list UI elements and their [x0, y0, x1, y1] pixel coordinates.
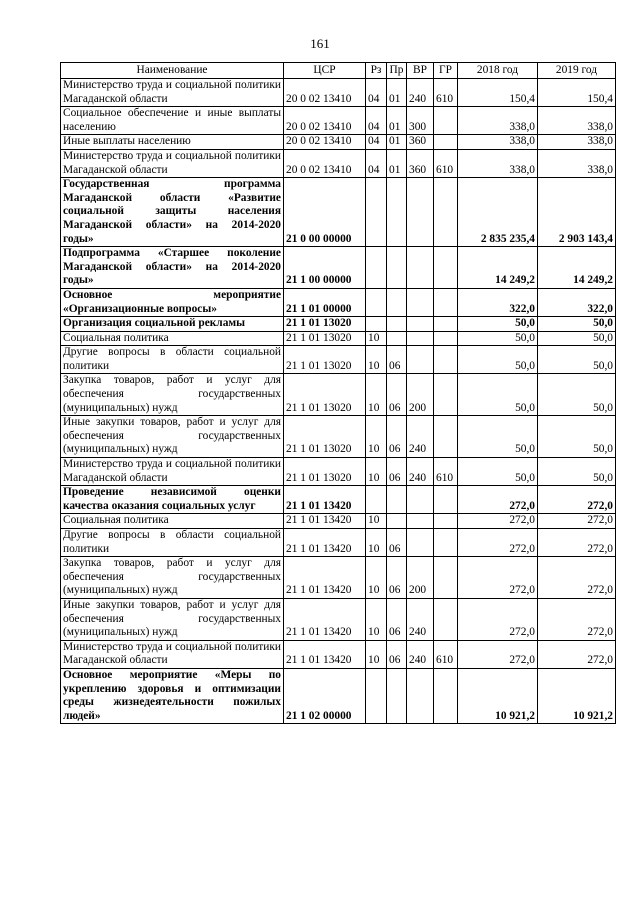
cell-rz	[366, 288, 387, 316]
cell-rz: 10	[366, 374, 387, 416]
cell-vr: 240	[407, 598, 434, 640]
cell-pr: 06	[387, 416, 407, 458]
cell-csr: 21 1 01 13420	[284, 557, 366, 599]
table-row	[61, 149, 616, 177]
cell-2019: 50,0	[538, 317, 616, 332]
column-header-rz: Рз	[366, 63, 387, 79]
cell-2018: 150,4	[458, 79, 538, 107]
cell-csr: 21 1 01 00000	[284, 288, 366, 316]
cell-rz: 10	[366, 640, 387, 668]
cell-gr	[434, 288, 458, 316]
cell-gr	[434, 247, 458, 289]
cell-pr	[387, 178, 407, 247]
column-header-2018: 2018 год	[458, 63, 538, 79]
cell-pr	[387, 668, 407, 723]
cell-gr	[434, 529, 458, 557]
cell-name: Закупка товаров, работ и услуг для обеспечения государственных (муниципальных) нужд	[61, 557, 284, 599]
cell-vr: 360	[407, 135, 434, 150]
cell-name: Иные закупки товаров, работ и услуг для обеспечения государственных (муниципальных) нужд	[61, 416, 284, 458]
cell-csr: 21 1 01 13420	[284, 640, 366, 668]
cell-gr: 610	[434, 79, 458, 107]
cell-2019: 272,0	[538, 640, 616, 668]
cell-csr: 21 1 01 13020	[284, 416, 366, 458]
cell-gr: 610	[434, 458, 458, 486]
cell-rz	[366, 668, 387, 723]
cell-pr: 06	[387, 458, 407, 486]
cell-gr	[434, 668, 458, 723]
cell-csr: 21 1 01 13420	[284, 486, 366, 514]
table-row	[61, 247, 616, 289]
column-header-csr: ЦСР	[284, 63, 366, 79]
cell-vr	[407, 346, 434, 374]
cell-rz: 10	[366, 331, 387, 346]
cell-rz: 04	[366, 107, 387, 135]
cell-2019: 150,4	[538, 79, 616, 107]
cell-rz: 10	[366, 416, 387, 458]
cell-name: Министерство труда и социальной политики Магаданской области	[61, 640, 284, 668]
table-row	[61, 317, 616, 332]
column-header-name: Наименование	[61, 63, 284, 79]
cell-name: Организация социальной рекламы	[61, 317, 284, 332]
page-number: 161	[310, 36, 330, 51]
cell-2019: 272,0	[538, 514, 616, 529]
cell-vr: 240	[407, 416, 434, 458]
table-row	[61, 640, 616, 668]
cell-name: Подпрограмма «Старшее поколение Магаданской области» на 2014-2020 годы»	[61, 247, 284, 289]
cell-2019: 272,0	[538, 486, 616, 514]
cell-vr	[407, 288, 434, 316]
cell-name: Другие вопросы в области социальной политики	[61, 346, 284, 374]
cell-gr	[434, 346, 458, 374]
cell-rz	[366, 317, 387, 332]
cell-name: Закупка товаров, работ и услуг для обеспечения государственных (муниципальных) нужд	[61, 374, 284, 416]
table-row	[61, 416, 616, 458]
cell-csr: 21 1 02 00000	[284, 668, 366, 723]
cell-name: Министерство труда и социальной политики Магаданской области	[61, 149, 284, 177]
table-row	[61, 288, 616, 316]
cell-pr	[387, 247, 407, 289]
cell-pr: 06	[387, 346, 407, 374]
cell-vr	[407, 514, 434, 529]
cell-2018: 272,0	[458, 557, 538, 599]
cell-name: Иные выплаты населению	[61, 135, 284, 150]
cell-gr	[434, 486, 458, 514]
cell-rz	[366, 247, 387, 289]
cell-2018: 322,0	[458, 288, 538, 316]
cell-name: Иные закупки товаров, работ и услуг для обеспечения государственных (муниципальных) нужд	[61, 598, 284, 640]
cell-gr	[434, 135, 458, 150]
cell-vr	[407, 317, 434, 332]
cell-2018: 50,0	[458, 317, 538, 332]
cell-pr	[387, 317, 407, 332]
cell-rz: 10	[366, 557, 387, 599]
cell-csr: 20 0 02 13410	[284, 79, 366, 107]
cell-csr: 20 0 02 13410	[284, 149, 366, 177]
cell-vr	[407, 247, 434, 289]
cell-vr: 200	[407, 557, 434, 599]
cell-name: Основное мероприятие «Организационные вопросы»	[61, 288, 284, 316]
cell-pr	[387, 486, 407, 514]
cell-pr: 06	[387, 374, 407, 416]
cell-2019: 50,0	[538, 331, 616, 346]
cell-name: Проведение независимой оценки качества оказания социальных услуг	[61, 486, 284, 514]
cell-2018: 338,0	[458, 135, 538, 150]
cell-name: Социальное обеспечение и иные выплаты населению	[61, 107, 284, 135]
cell-vr: 240	[407, 458, 434, 486]
table-row	[61, 331, 616, 346]
cell-rz: 10	[366, 458, 387, 486]
cell-gr: 610	[434, 640, 458, 668]
cell-2019: 272,0	[538, 557, 616, 599]
cell-2018: 2 835 235,4	[458, 178, 538, 247]
cell-name: Государственная программа Магаданской области «Развитие социальной защиты населения Магаданской области» на 2014-2020 годы»	[61, 178, 284, 247]
cell-2018: 338,0	[458, 107, 538, 135]
budget-table	[60, 62, 616, 724]
cell-csr: 21 1 01 13020	[284, 374, 366, 416]
cell-vr	[407, 178, 434, 247]
cell-vr	[407, 486, 434, 514]
cell-csr: 21 1 01 13420	[284, 598, 366, 640]
table-row	[61, 135, 616, 150]
cell-2018: 272,0	[458, 486, 538, 514]
cell-vr: 240	[407, 640, 434, 668]
cell-pr: 01	[387, 135, 407, 150]
cell-rz: 04	[366, 149, 387, 177]
cell-rz	[366, 178, 387, 247]
cell-csr: 20 0 02 13410	[284, 107, 366, 135]
cell-gr	[434, 317, 458, 332]
cell-2018: 272,0	[458, 514, 538, 529]
table-row	[61, 668, 616, 723]
cell-csr: 20 0 02 13410	[284, 135, 366, 150]
cell-rz: 10	[366, 514, 387, 529]
cell-vr: 360	[407, 149, 434, 177]
cell-name: Министерство труда и социальной политики Магаданской области	[61, 458, 284, 486]
cell-vr: 200	[407, 374, 434, 416]
table-row	[61, 346, 616, 374]
cell-2018: 272,0	[458, 598, 538, 640]
cell-2019: 14 249,2	[538, 247, 616, 289]
cell-csr: 21 0 00 00000	[284, 178, 366, 247]
cell-csr: 21 1 01 13020	[284, 331, 366, 346]
table-row	[61, 107, 616, 135]
cell-name: Основное мероприятие «Меры по укреплению здоровья и оптимизации среды жизнедеятельности пожилых людей»	[61, 668, 284, 723]
cell-gr	[434, 416, 458, 458]
cell-2018: 50,0	[458, 416, 538, 458]
cell-gr	[434, 557, 458, 599]
column-header-vr: ВР	[407, 63, 434, 79]
cell-2018: 272,0	[458, 529, 538, 557]
cell-2019: 272,0	[538, 598, 616, 640]
cell-rz: 10	[366, 529, 387, 557]
cell-gr	[434, 331, 458, 346]
cell-rz: 10	[366, 346, 387, 374]
cell-gr	[434, 514, 458, 529]
cell-pr: 01	[387, 79, 407, 107]
cell-pr: 06	[387, 640, 407, 668]
cell-pr: 06	[387, 598, 407, 640]
cell-pr	[387, 288, 407, 316]
cell-pr: 06	[387, 557, 407, 599]
cell-vr: 240	[407, 79, 434, 107]
cell-csr: 21 1 01 13020	[284, 317, 366, 332]
cell-gr: 610	[434, 149, 458, 177]
cell-pr	[387, 514, 407, 529]
column-header-gr: ГР	[434, 63, 458, 79]
cell-csr: 21 1 01 13020	[284, 458, 366, 486]
cell-name: Социальная политика	[61, 331, 284, 346]
cell-rz: 04	[366, 135, 387, 150]
cell-pr: 06	[387, 529, 407, 557]
table-row	[61, 529, 616, 557]
table-header-row	[61, 63, 616, 79]
cell-csr: 21 1 01 13020	[284, 346, 366, 374]
cell-2019: 338,0	[538, 135, 616, 150]
cell-2019: 50,0	[538, 346, 616, 374]
cell-vr	[407, 668, 434, 723]
cell-rz	[366, 486, 387, 514]
cell-2019: 338,0	[538, 107, 616, 135]
cell-pr: 01	[387, 149, 407, 177]
cell-2018: 338,0	[458, 149, 538, 177]
cell-csr: 21 1 01 13420	[284, 529, 366, 557]
cell-2019: 338,0	[538, 149, 616, 177]
cell-2019: 50,0	[538, 458, 616, 486]
cell-2019: 322,0	[538, 288, 616, 316]
column-header-2019: 2019 год	[538, 63, 616, 79]
cell-2018: 14 249,2	[458, 247, 538, 289]
cell-2018: 10 921,2	[458, 668, 538, 723]
cell-gr	[434, 178, 458, 247]
cell-pr: 01	[387, 107, 407, 135]
cell-name: Министерство труда и социальной политики Магаданской области	[61, 79, 284, 107]
cell-gr	[434, 107, 458, 135]
table-row	[61, 557, 616, 599]
cell-pr	[387, 331, 407, 346]
table-row	[61, 598, 616, 640]
cell-vr	[407, 331, 434, 346]
cell-2018: 50,0	[458, 331, 538, 346]
cell-2019: 10 921,2	[538, 668, 616, 723]
cell-2018: 272,0	[458, 640, 538, 668]
cell-csr: 21 1 01 13420	[284, 514, 366, 529]
table-row	[61, 374, 616, 416]
table-row	[61, 514, 616, 529]
cell-name: Другие вопросы в области социальной политики	[61, 529, 284, 557]
cell-2018: 50,0	[458, 458, 538, 486]
cell-2019: 2 903 143,4	[538, 178, 616, 247]
cell-2019: 50,0	[538, 416, 616, 458]
cell-gr	[434, 598, 458, 640]
cell-2019: 50,0	[538, 374, 616, 416]
table-row	[61, 486, 616, 514]
cell-csr: 21 1 00 00000	[284, 247, 366, 289]
cell-rz: 04	[366, 79, 387, 107]
cell-2018: 50,0	[458, 346, 538, 374]
cell-rz: 10	[366, 598, 387, 640]
table-row	[61, 178, 616, 247]
cell-name: Социальная политика	[61, 514, 284, 529]
cell-2019: 272,0	[538, 529, 616, 557]
cell-2018: 50,0	[458, 374, 538, 416]
table-body	[61, 79, 616, 724]
column-header-pr: Пр	[387, 63, 407, 79]
cell-vr: 300	[407, 107, 434, 135]
cell-vr	[407, 529, 434, 557]
table-row	[61, 79, 616, 107]
cell-gr	[434, 374, 458, 416]
table-row	[61, 458, 616, 486]
